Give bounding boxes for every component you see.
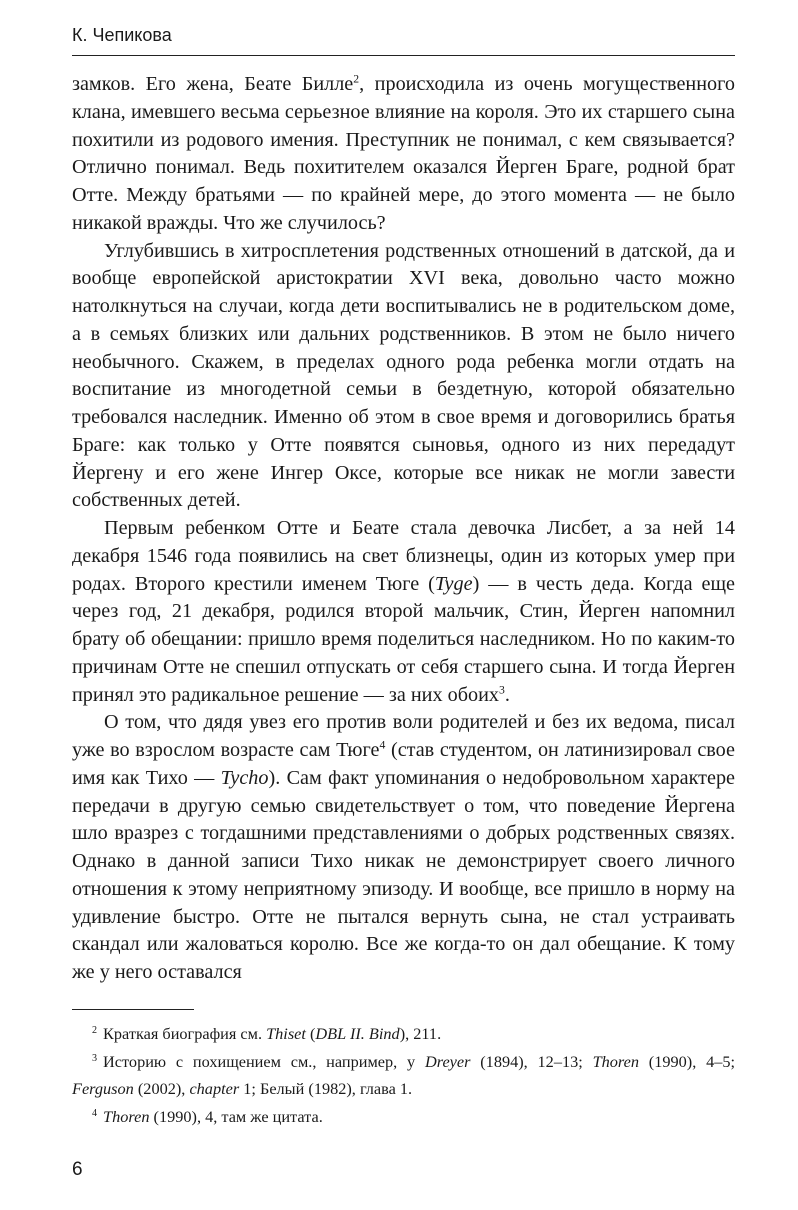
paragraph-4: О том, что дядя увез его против воли родителей и без их ведома, писал уже во взрослом возрасте сам Тюге$^4$ (став студентом, он латинизировал свое имя как Тихо — Tycho). Сам факт упоминания о недобровольном характере передачи в другую семью свидетельствует о том, что поведение Йергена шло вразрез с тогдашними представлениями о добрых родственных связях. Однако в данной записи Тихо никак не демонстрирует своего личного отношения к этому неприятному эпизоду. И вообще, все пришло в норму на удивление быстро. Отте не пытался вернуть сына, не стал устраивать скандал или жаловаться королю. Все же когда-то он дал обещание. К тому же у него оставался — [72, 711, 736, 983]
footnote-divider — [72, 1009, 194, 1010]
italic-name-tyge: Tyge — [434, 572, 473, 595]
italic-name-tycho: Tycho — [220, 766, 269, 789]
paragraph-1: замков. Его жена, Беате Билле$^2$, происходила из очень могущественного клана, имевшего весьма серьезное влияние на короля. Это их старшего сына похитили из родового имения. Преступник не понимал, с кем связывается? Отлично понимал. Ведь похитителем оказался Йерген Браге, родной брат Отте. Между братьями — по крайней мере, до этого момента — не было никакой вражды. Что же случилось? — [72, 72, 736, 234]
footnote-3: $^3$ Историю с похищением см., например, у Dreyer (1894), 12–13; Thoren (1990), 4–5; Ferguson (2002), chapter 1; Белый (1982), глава 1. — [72, 1051, 736, 1098]
footnote-ref-2[interactable]: 2 — [353, 72, 360, 86]
main-text — [72, 71, 735, 987]
running-header — [72, 22, 735, 56]
page-number: 6 — [72, 1159, 83, 1180]
footnote-ref-3[interactable]: 3 — [498, 682, 505, 696]
paragraph-2: Углубившись в хитросплетения родственных отношений в датской, да и вообще европейской аристократии XVI века, довольно часто можно натолкнуться на случаи, когда дети воспитывались не в родительском доме, а в семьях близких или дальних родственников. В этом не было ничего необычного. Скажем, в пределах одного рода ребенка могли отдать на воспитание из многодетной семьи в бездетную, которой обязательно требовался наследник. Именно об этом в свое время и договорились братья Браге: как только у Отте появятся сыновья, одного из них передадут Йергену и его жене Ингер Оксе, которые все никак не могли завести собственных детей. — [72, 239, 735, 512]
footnote-2: $^2$ Краткая биография см. Thiset (DBL II. Bind), 211. — [92, 1024, 442, 1043]
footnotes — [72, 1020, 735, 1130]
footnote-4: $^4$ Thoren (1990), 4, там же цитата. — [92, 1106, 323, 1126]
paragraph-3: Первым ребенком Отте и Беате стала девочка Лисбет, а за ней 14 декабря 1546 года появились на свет близнецы, один из которых умер при родах. Второго крестили именем Тюге (Tyge) — в честь деда. Когда еще через год, 21 декабря, родился второй мальчик, Стин, Йерген напомнил брату об обещании: пришло время поделиться наследником. Но по каким-то причинам Отте не спешил отпускать от себя старшего сына. И тогда Йерген принял это радикальное решение — за них обоих$^3$. — [72, 517, 735, 706]
header-author: К. Чепикова — [72, 25, 172, 45]
footnote-ref-4[interactable]: 4 — [379, 738, 386, 752]
